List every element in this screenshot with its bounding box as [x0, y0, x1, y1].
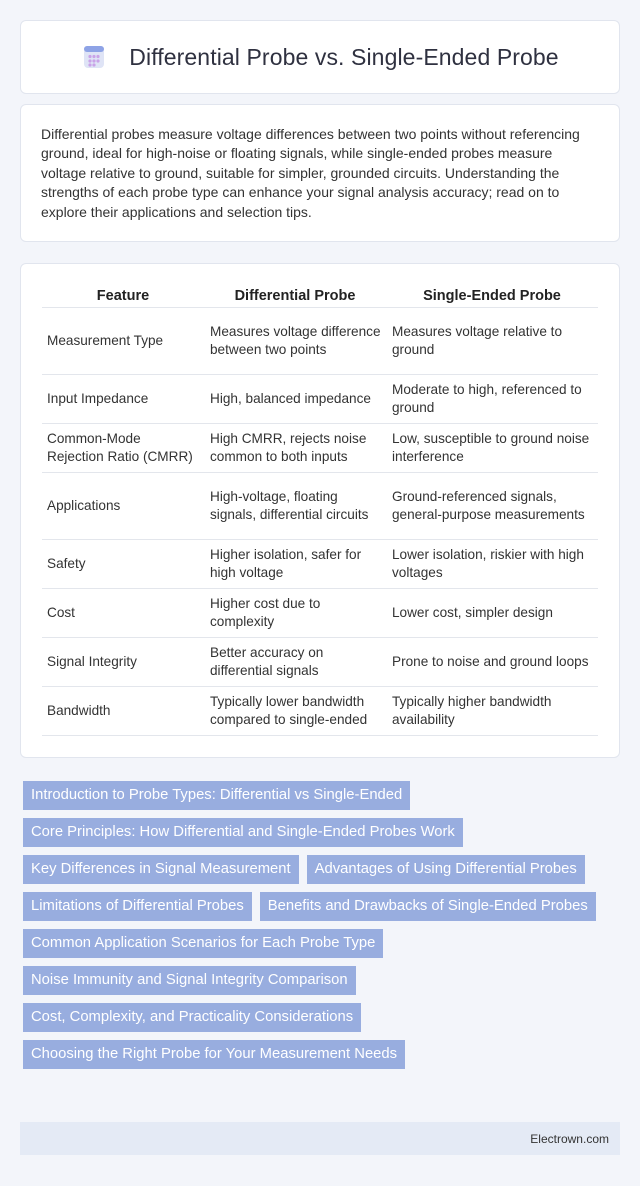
single-ended-cell: Lower isolation, riskier with high voltages [386, 539, 598, 588]
table-row [42, 686, 598, 735]
differential-cell: Higher isolation, safer for high voltage [204, 539, 386, 588]
comparison-table [42, 284, 598, 736]
table-header-row [42, 284, 598, 307]
topic-link-application-scenarios[interactable]: Common Application Scenarios for Each Probe Type [23, 929, 383, 958]
table-row [42, 637, 598, 686]
intro-paragraph: Differential probes measure voltage differences between two points without referencing ground, ideal for high-noise or floating signals, while single-ended probes measure voltage relative to ground, suitable for simpler, grounded circuits. Understanding the strengths of each probe type can enhance your signal analysis accuracy; read on to explore their applications and selection tips. [41, 126, 580, 220]
table-row [42, 588, 598, 637]
feature-cell: Cost [42, 588, 204, 637]
document-grid-icon [81, 44, 107, 70]
topic-link-noise-immunity[interactable]: Noise Immunity and Signal Integrity Comparison [23, 966, 356, 995]
single-ended-cell: Typically higher bandwidth availability [386, 686, 598, 735]
topic-link-core-principles[interactable]: Core Principles: How Differential and Single-Ended Probes Work [23, 818, 463, 847]
single-ended-cell: Low, susceptible to ground noise interference [386, 423, 598, 472]
header-differential: Differential Probe [204, 284, 386, 307]
topic-link-introduction[interactable]: Introduction to Probe Types: Differential vs Single-Ended [23, 781, 410, 810]
table-row [42, 307, 598, 374]
table-row [42, 374, 598, 423]
differential-cell: Better accuracy on differential signals [204, 637, 386, 686]
page-title: Differential Probe vs. Single-Ended Probe [129, 43, 559, 70]
header-single-ended: Single-Ended Probe [386, 284, 598, 307]
topic-link-advantages[interactable]: Advantages of Using Differential Probes [307, 855, 585, 884]
footer-site-name: Electrown.com [530, 1131, 609, 1146]
single-ended-cell: Prone to noise and ground loops [386, 637, 598, 686]
single-ended-cell: Moderate to high, referenced to ground [386, 374, 598, 423]
feature-cell: Safety [42, 539, 204, 588]
differential-cell: Typically lower bandwidth compared to single-ended [204, 686, 386, 735]
differential-cell: High-voltage, floating signals, differential circuits [204, 472, 386, 539]
topic-link-cost-complexity[interactable]: Cost, Complexity, and Practicality Considerations [23, 1003, 361, 1032]
differential-cell: High, balanced impedance [204, 374, 386, 423]
topic-link-key-differences[interactable]: Key Differences in Signal Measurement [23, 855, 299, 884]
differential-cell: Measures voltage difference between two points [204, 307, 386, 374]
table-row [42, 423, 598, 472]
single-ended-cell: Lower cost, simpler design [386, 588, 598, 637]
feature-cell: Common-Mode Rejection Ratio (CMRR) [42, 423, 204, 472]
feature-cell: Applications [42, 472, 204, 539]
comparison-table-card [20, 263, 620, 758]
footer [20, 1122, 620, 1155]
differential-cell: Higher cost due to complexity [204, 588, 386, 637]
single-ended-cell: Measures voltage relative to ground [386, 307, 598, 374]
feature-cell: Input Impedance [42, 374, 204, 423]
topic-link-limitations[interactable]: Limitations of Differential Probes [23, 892, 252, 921]
single-ended-cell: Ground-referenced signals, general-purpose measurements [386, 472, 598, 539]
table-row [42, 472, 598, 539]
feature-cell: Bandwidth [42, 686, 204, 735]
feature-cell: Signal Integrity [42, 637, 204, 686]
topic-link-single-ended-benefits[interactable]: Benefits and Drawbacks of Single-Ended Probes [260, 892, 596, 921]
intro-card [20, 104, 620, 242]
title-card [20, 20, 620, 94]
topic-links [23, 781, 617, 1077]
feature-cell: Measurement Type [42, 307, 204, 374]
topic-link-choosing-probe[interactable]: Choosing the Right Probe for Your Measurement Needs [23, 1040, 405, 1069]
table-row [42, 539, 598, 588]
header-feature: Feature [42, 284, 204, 307]
differential-cell: High CMRR, rejects noise common to both inputs [204, 423, 386, 472]
